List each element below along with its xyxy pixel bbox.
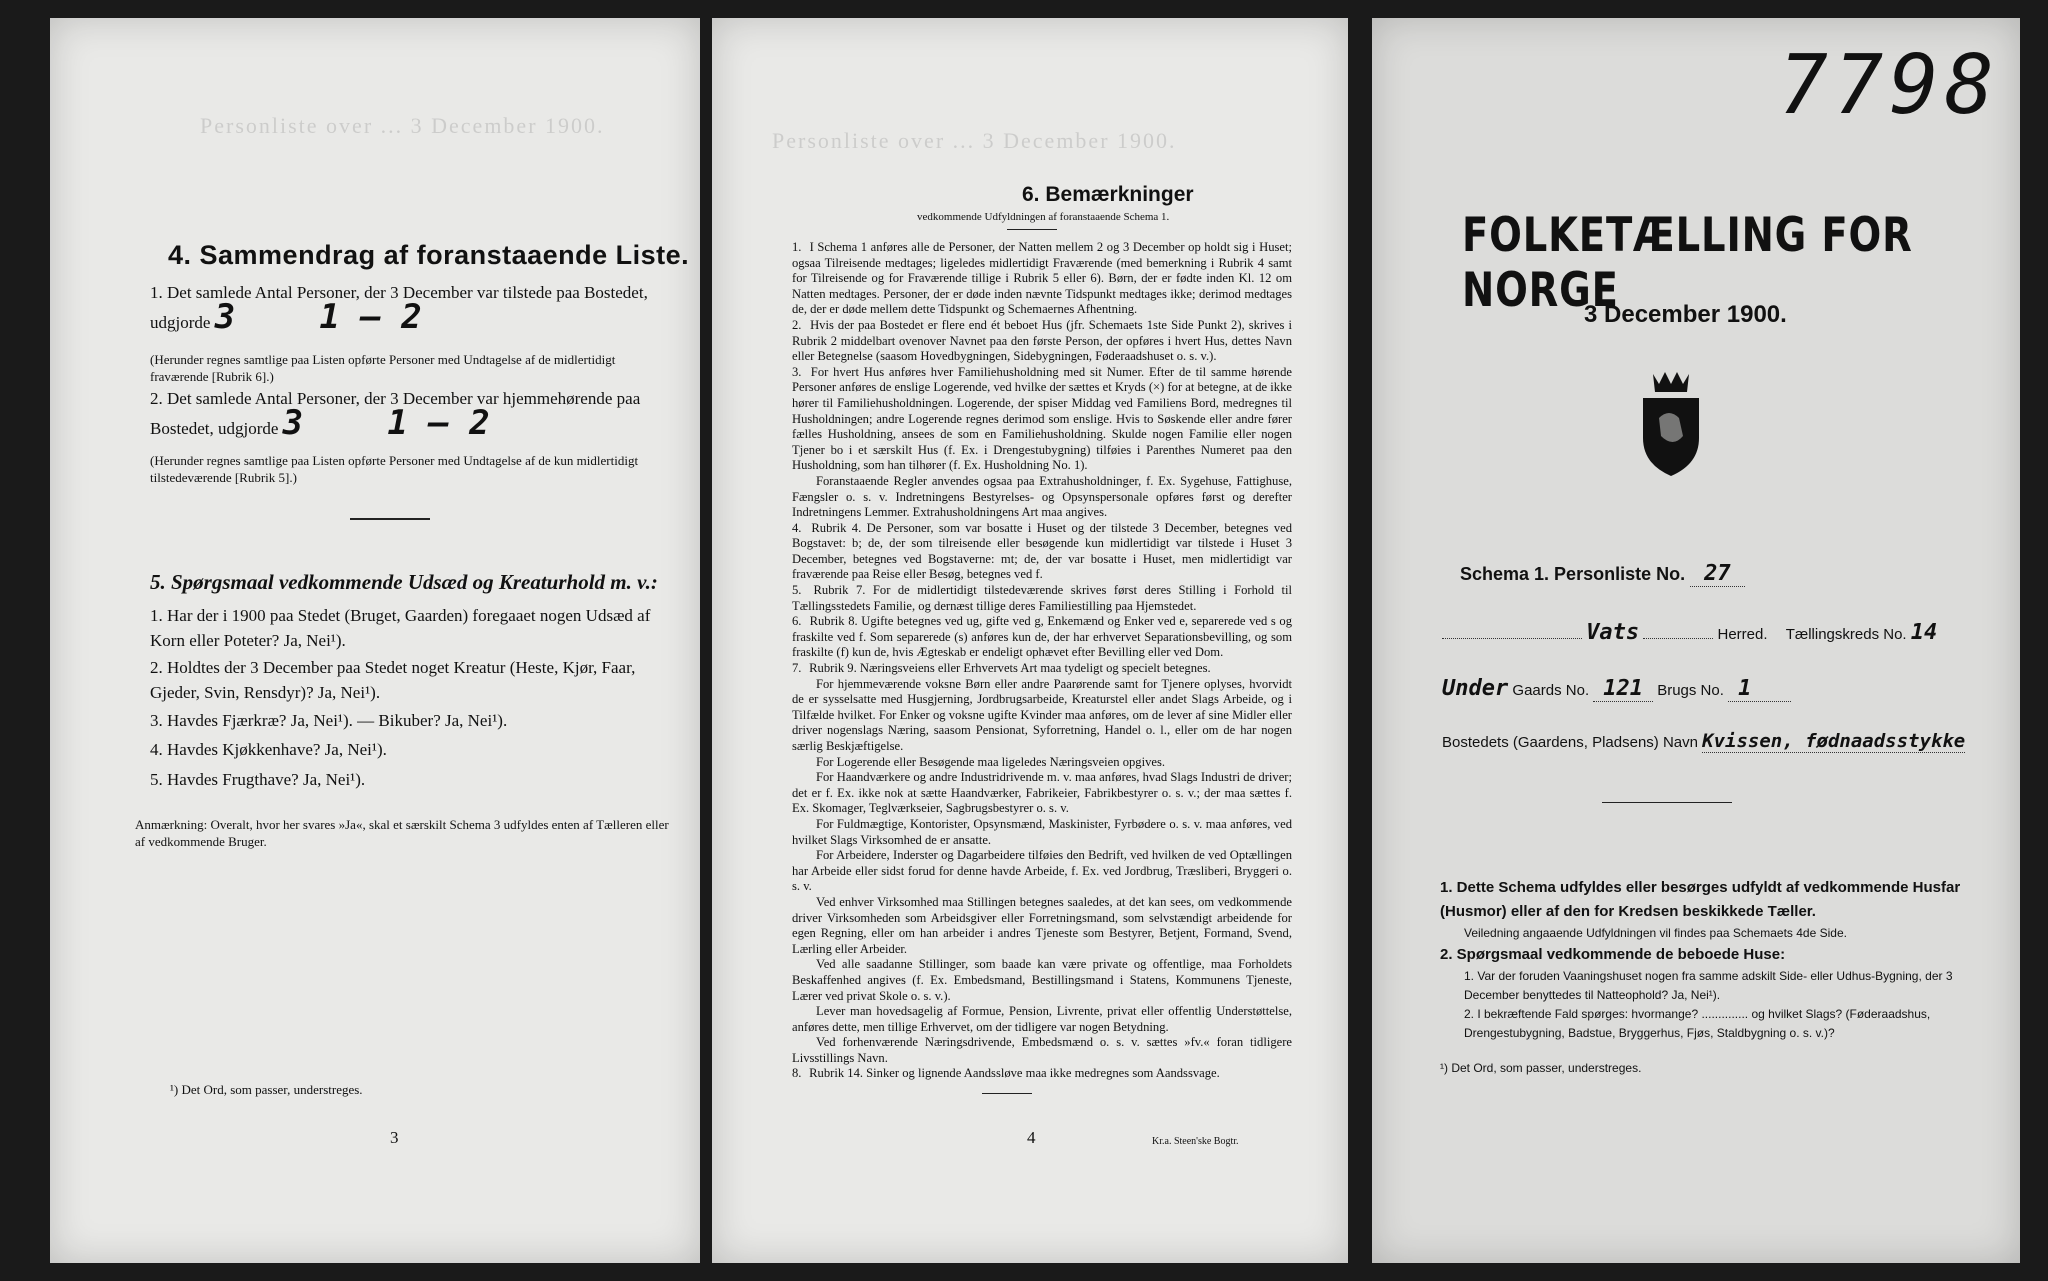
remark-text: Ved enhver Virksomhed maa Stillingen betegnes saaledes, at det kan sees, om vedkommende driver Virksomheden som Arbeidsgiver eller Forretningsmand, som selvstændigt arbeidende for egen Regning, eller om han arbeider i andres Tjeneste som Bestyrer, Betjent, Formand, Svend, Lærling eller Arbeider. xyxy=(792,894,1292,956)
note-2: 2. Spørgsmaal vedkommende de beboede Huse: xyxy=(1440,946,1786,963)
question-1-text: 1. Det samlede Antal Personer, der 3 December var tilstede paa Bostedet, udgjorde xyxy=(150,283,648,332)
remarks-list xyxy=(792,240,1292,1082)
remark-text: Lever man hovedsagelig af Formue, Pension, Livrente, privat eller offentlig Understøttelse, anføres dette, men tillige Erhvervet, om der tidligere var nogen Betydning. xyxy=(792,1004,1292,1034)
anmaerkning: Anmærkning: Overalt, hvor her svares »Ja«, skal et særskilt Schema 3 udfyldes enten af Tælleren eller af vedkommende Bruger. xyxy=(135,817,669,849)
remark-item xyxy=(792,770,1292,817)
remark-text: Foranstaaende Regler anvendes ogsaa paa Extrahusholdninger, f. Ex. Sygehuse, Fattighuse, Fængsler o. s. v. Indretningens Bestyrelses- og Opsynspersonale opføres først og derefter Indretningens Lemmer. Extrahusholdningens Art maa angives. xyxy=(792,473,1292,520)
census-date: 3 December 1900. xyxy=(1584,301,1787,328)
question-2-text: 2. Det samlede Antal Personer, der 3 December var hjemmehørende paa Bostedet, udgjorde xyxy=(150,389,641,438)
remark-text: For Haandværkere og andre Industridrivende m. v. maa anføres, hvad Slags Industri de driver; det er f. Ex. ikke nok at sætte Haandværker, Fabrikeier, Fabrikbestyrer o. s. v.; der maa sættes f. Ex. Skomager, Teglværkseier, Sagbrugsbestyrer o. s. v. xyxy=(792,770,1292,816)
census-title: FOLKETÆLLING FOR NORGE xyxy=(1462,208,1913,318)
ghost-header: Personliste over ... 3 December 1900. xyxy=(772,128,1177,153)
footnote: ¹) Det Ord, som passer, understreges. xyxy=(170,1082,363,1097)
remark-item xyxy=(792,365,1292,474)
remark-text: Rubrik 14. Sinker og lignende Aandssløve maa ikke medregnes som Aandssvage. xyxy=(806,1066,1220,1081)
remark-number: 8. xyxy=(792,1066,802,1081)
remark-number: 3. xyxy=(792,364,802,379)
remark-item xyxy=(792,318,1292,365)
brugs-label: Brugs No. xyxy=(1657,682,1724,699)
section-6-title: 6. Bemærkninger xyxy=(1022,183,1194,206)
remark-item xyxy=(792,1004,1292,1035)
remark-item xyxy=(792,614,1292,661)
page-number: 3 xyxy=(390,1128,399,1147)
remark-item xyxy=(792,957,1292,1004)
question-1-note: (Herunder regnes samtlige paa Listen opførte Personer med Undtagelse af de midlertidigt fraværende [Rubrik 6].) xyxy=(150,352,616,384)
section-5-question-1: 1. Har der i 1900 paa Stedet (Bruget, Gaarden) foregaaet nogen Udsæd af Korn eller Poteter? Ja, Nei¹). xyxy=(150,606,651,650)
remark-item xyxy=(792,895,1292,957)
personliste-number: 27 xyxy=(1690,561,1745,587)
remark-number: 4. xyxy=(792,520,802,535)
ornament-divider xyxy=(1602,802,1732,803)
kreds-label: Tællingskreds No. xyxy=(1785,626,1907,643)
remark-text: For hvert Hus anføres hver Familiehusholdning med sit Numer. Efter de til samme hørende Personer anføres de enslige Logerende, ved hvilke der sættes et Kryds (×) for at betegne, at de ikke hører til Familiehusholdningen. Logerende, der spiser Middag ved Familiens Bord, medregnes til Husholdningen; andre Logerende regnes derimod som enslige. Hvis to Søskende eller andre fører fælles Husholdning, ansees de som en Familiehusholdning. Skulde nogen Familie eller nogen Tjener bo i et særskilt Hus (f. Ex. i Drengestubygning) tilføies i Parenthes Numeret paa den Husholdning, som han tilhører (f. Ex. Husholdning No. 1). xyxy=(792,364,1292,473)
divider xyxy=(350,518,430,520)
note-2-1: 1. Var der foruden Vaaningshuset nogen fra samme adskilt Side- eller Udhus-Bygning, der 3 December benyttedes til Natteophold? Ja, Nei¹). xyxy=(1464,969,1953,1002)
question-1-handwriting: 1 — 2 xyxy=(319,297,422,337)
cover-page xyxy=(1372,18,2020,1263)
remark-number: 6. xyxy=(792,614,802,629)
divider xyxy=(982,1093,1032,1094)
bosted-line xyxy=(1442,730,2002,752)
section-4-title: 4. Sammendrag af foranstaaende Liste. xyxy=(168,240,690,270)
section-5-question-3: 3. Havdes Fjærkræ? Ja, Nei¹). — Bikuber? Ja, Nei¹). xyxy=(150,711,508,730)
question-2-handwriting: 1 — 2 xyxy=(387,403,490,443)
remark-text: For Fuldmægtige, Kontorister, Opsynsmænd, Maskinister, Fyrbødere o. s. v. maa anføres, ved hvilket Slags Virksomhed de er ansatte. xyxy=(792,816,1292,847)
under-value: Under xyxy=(1442,676,1509,701)
norway-coat-of-arms-icon xyxy=(1635,368,1707,485)
remark-number: 1. xyxy=(792,240,802,254)
question-1 xyxy=(150,280,670,335)
gaards-label: Gaards No. xyxy=(1512,682,1590,699)
remark-item xyxy=(792,521,1292,583)
remark-item xyxy=(792,474,1292,521)
kreds-value: 14 xyxy=(1910,620,1938,645)
remark-text: Rubrik 8. Ugifte betegnes ved ug, gifte ved g, Enkemænd og Enker ved e, separerede ved s og fraskilte ved f. Som separerede (s) anføres kun de, der har erhvervet Separationsbevilling, og som fraskilte (f) kun de, hvis Ægteskab er endeligt ophævet efter Bevilling eller ved Dom. xyxy=(792,614,1292,660)
remark-number: 2. xyxy=(792,317,802,332)
herred-value: Vats xyxy=(1586,620,1640,645)
remark-text: Rubrik 4. De Personer, som var bosatte i Huset og der tilstede 3 December, betegnes ved Bogstavet: b; de, der som tilreisende eller besøgende kun midlertidigt var tilstede i Huset 3 December, betegnes ved Bogstaverne: mt; de, der var bosatte i Huset, men midlertidigt var fraværende paa Reise eller Besøg, betegnes ved f. xyxy=(792,520,1292,582)
remark-text: Hvis der paa Bostedet er flere end ét beboet Hus (jfr. Schemaets 1ste Side Punkt 2), skrives i Rubrik 2 middelbart ovenover Navnet paa den første Person, der opføres i hvert Hus, dettes Navn eller Betegnelse (saasom Hovedbygningen, Sidebygningen, Føderaadshuset o. s. v.). xyxy=(792,317,1292,364)
remark-text: Ved alle saadanne Stillinger, som baade kan være private og offentlige, maa Forholdets Beskaffenhed angives (f. Ex. Embedsmand, Bestillingsmand i Statens, Kommunens Tjeneste, Lærer ved privat Skole o. s. v.). xyxy=(792,957,1292,1003)
remark-number: 5. xyxy=(792,583,802,598)
page-3 xyxy=(50,18,700,1263)
section-5-question-5: 5. Havdes Frugthave? Ja, Nei¹). xyxy=(150,770,366,789)
remark-item xyxy=(792,240,1292,318)
herred-label: Herred. xyxy=(1717,626,1768,643)
bosted-value: Kvissen, fødnaadsstykke xyxy=(1702,730,1966,752)
remark-text: For Logerende eller Besøgende maa ligeledes Næringsveien opgives. xyxy=(816,754,1166,769)
question-2 xyxy=(150,386,670,441)
remark-text: For hjemmeværende voksne Børn eller andre Paarørende samt for Tjenere oplyses, hvorvidt de er sysselsatte med Husgjerning, Jordbrugsarbeide, Kreaturstel eller andet Slags Arbeide, og i Tilfælde hvilket. For Enker og voksne ugifte Kvinder maa anføres, om de lever af sine Midler eller driver nogenslags Næring, saasom Pensionat, Syforretning, Handel o. l., eller om de har nogen særlig Beskjæftigelse. xyxy=(792,676,1292,753)
remark-text: For Arbeidere, Inderster og Dagarbeidere tilføies den Bedrift, ved hvilken de ved Optællingen har Arbeide eller sidst forud for denne havde Arbeide, f. Ex. ved Jordbrug, Træsliberi, Bryggeri o. s. v. xyxy=(792,848,1292,894)
section-5-question-4: 4. Havdes Kjøkkenhave? Ja, Nei¹). xyxy=(150,740,387,759)
instructions xyxy=(1440,876,1980,1078)
question-2-note: (Herunder regnes samtlige paa Listen opførte Personer med Undtagelse af de kun midlertidigt tilstedeværende [Rubrik 5].) xyxy=(150,453,639,485)
remark-item xyxy=(792,583,1292,614)
archive-number: 7798 xyxy=(1778,38,2000,133)
remark-item xyxy=(792,677,1292,755)
remark-text: Ved forhenværende Næringsdrivende, Embedsmænd o. s. v. sættes »fv.« foran tidligere Livsstillings Navn. xyxy=(792,1035,1292,1065)
section-6-subtitle: vedkommende Udfyldningen af foranstaaende Schema 1. xyxy=(917,211,1170,223)
schema-label: Schema 1. Personliste No. xyxy=(1460,564,1686,584)
note-2-2: 2. I bekræftende Fald spørges: hvormange? .............. og hvilket Slags? (Føderaadshus, Drengestubygning, Badstue, Bryggerhus, Fjøs, Staldbygning o. s. v.)? xyxy=(1464,1007,1931,1040)
remark-item xyxy=(792,817,1292,848)
note-1: 1. Dette Schema udfyldes eller besørges udfyldt af vedkommende Husfar (Husmor) eller af den for Kredsen beskikkede Tæller. xyxy=(1440,879,1961,920)
bosted-label: Bostedets (Gaardens, Pladsens) Navn xyxy=(1442,734,1698,751)
remark-item xyxy=(792,848,1292,895)
remark-number: 7. xyxy=(792,661,802,676)
note-1-sub: Veiledning angaaende Udfyldningen vil findes paa Schemaets 4de Side. xyxy=(1464,926,1847,940)
gaards-value: 121 xyxy=(1593,676,1653,702)
ghost-header: Personliste over ... 3 December 1900. xyxy=(200,113,605,138)
remark-text: I Schema 1 anføres alle de Personer, der Natten mellem 2 og 3 December op holdt sig i Huset; ogsaa Tilreisende medtages; ligeledes midlertidigt Fraværende (med bemerkning i Rubrik 4 samt for Tilreisende og for Fraværende tillige i Rubrik 5 eller 6). Børn, der er fødte inden Kl. 12 om Natten medtages. Personer, der er døde inden nævnte Tidspunkt medtages ikke; derimod medtages de, der er døde mellem dette Tidspunkt og Schemaernes Afhentning. xyxy=(792,240,1292,317)
remark-text: Rubrik 9. Næringsveiens eller Erhvervets Art maa tydeligt og specielt betegnes. xyxy=(806,661,1211,676)
remark-item xyxy=(792,661,1292,677)
section-5-title: 5. Spørgsmaal vedkommende Udsæd og Kreaturhold m. v.: xyxy=(150,570,658,594)
gaards-line xyxy=(1442,676,2002,701)
page-4 xyxy=(712,18,1348,1263)
herred-line xyxy=(1442,620,2002,645)
section-5-question-2: 2. Holdtes der 3 December paa Stedet noget Kreatur (Heste, Kjør, Faar, Gjeder, Svin, Rensdyr)? Ja, Nei¹). xyxy=(150,658,636,702)
remark-item xyxy=(792,1035,1292,1066)
question-2-value: 3 xyxy=(282,403,304,443)
schema-line xyxy=(1460,561,1745,586)
divider xyxy=(1007,229,1057,230)
remark-item xyxy=(792,1066,1292,1082)
brugs-value: 1 xyxy=(1728,676,1791,702)
page-number: 4 xyxy=(1027,1128,1036,1147)
remark-text: Rubrik 7. For de midlertidigt tilstedeværende skrives først deres Stilling i Forhold til Tællingsstedets Familie, og dernæst tillige deres Familiestilling paa Hjemstedet. xyxy=(792,583,1292,613)
printer-credit: Kr.a. Steen'ske Bogtr. xyxy=(1152,1136,1239,1147)
question-1-value: 3 xyxy=(214,297,236,337)
footnote: ¹) Det Ord, som passer, understreges. xyxy=(1440,1061,1642,1075)
remark-item xyxy=(792,755,1292,771)
